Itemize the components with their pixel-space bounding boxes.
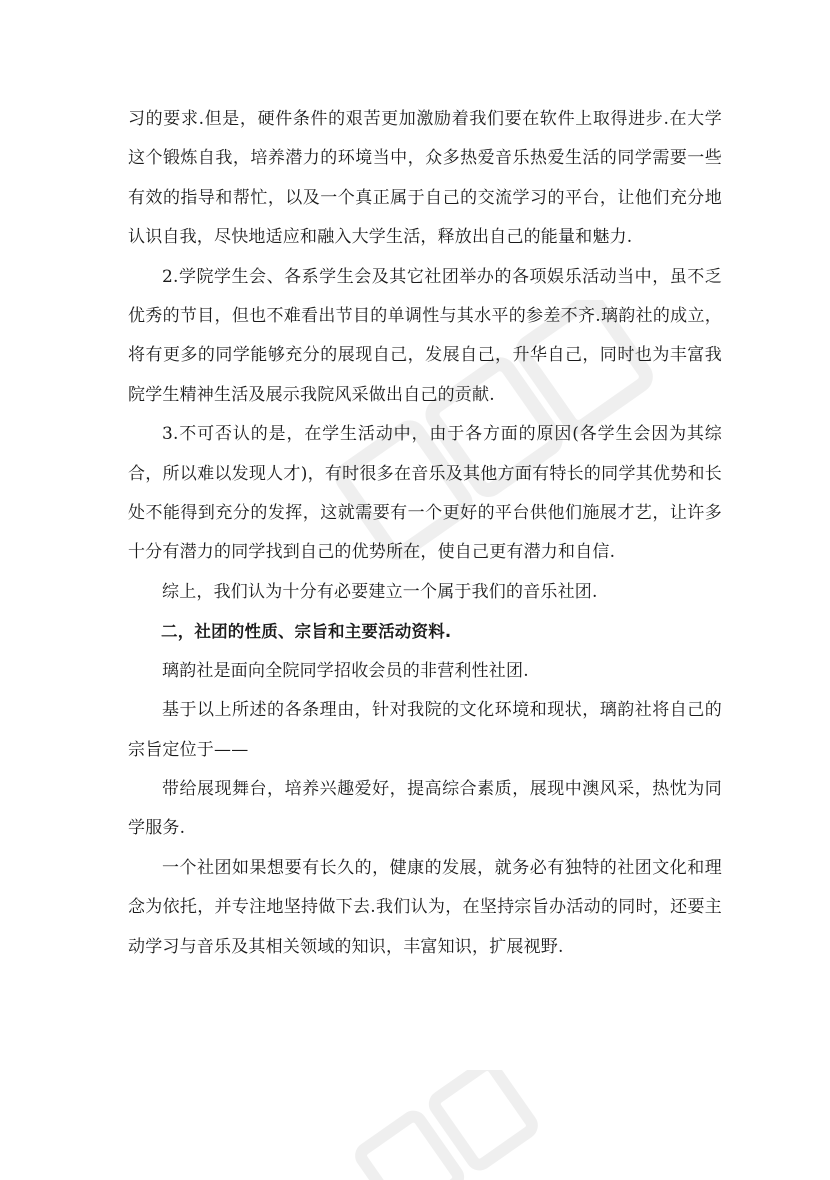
paragraph-conclusion: 综上，我们认为十分有必要建立一个属于我们的音乐社团. <box>162 581 598 602</box>
paragraph-reason-3: 3.不可否认的是，在学生活动中，由于各方面的原因(各学生会因为其综合，所以难以发现人才)，有时很多在音乐及其他方面有特长的同学其优势和长处不能得到充分的发挥，这就需要有一个更好的平台供他们施展才艺，让许多十分有潜力的同学找到自己的优势所在，使自己更有潜力和自信. <box>128 424 722 563</box>
paragraph-reason-2: 2.学院学生会、各系学生会及其它社团举办的各项娱乐活动当中，虽不乏优秀的节目，但也不难看出节目的单调性与其水平的参差不齐.璃韵社的成立，将有更多的同学能够充分的展现自己，发展自己，升华自己，同时也为丰富我院学生精神生活及展示我院风采做出自己的贡献. <box>128 266 722 405</box>
section-heading: 二，社团的性质、宗旨和主要活动资料. <box>161 622 452 642</box>
watermark-bottom <box>330 1070 590 1180</box>
paragraph-purpose-intro: 基于以上所述的各条理由，针对我院的文化环境和现状，璃韵社将自己的宗旨定位于—— <box>128 700 722 760</box>
paragraph-culture: 一个社团如果想要有长久的，健康的发展，就务必有独特的社团文化和理念为依托，并专注地坚持做下去.我们认为，在坚持宗旨办活动的同时，还要主动学习与音乐及其相关领域的知识，丰富知识，扩展视野. <box>128 857 722 957</box>
paragraph-continuation: 习的要求.但是，硬件条件的艰苦更加激励着我们要在软件上取得进步.在大学这个锻炼自我，培养潜力的环境当中，众多热爱音乐热爱生活的同学需要一些有效的指导和帮忙，以及一个真正属于自己的交流学习的平台，让他们充分地认识自我，尽快地适应和融入大学生活，释放出自己的能量和魅力. <box>128 109 722 248</box>
document-body <box>128 100 722 967</box>
paragraph-purpose: 带给展现舞台，培养兴趣爱好，提高综合素质，展现中澳风采，热忱为同学服务. <box>128 778 722 839</box>
paragraph-nature: 璃韵社是面向全院同学招收会员的非营利性社团. <box>162 660 529 681</box>
